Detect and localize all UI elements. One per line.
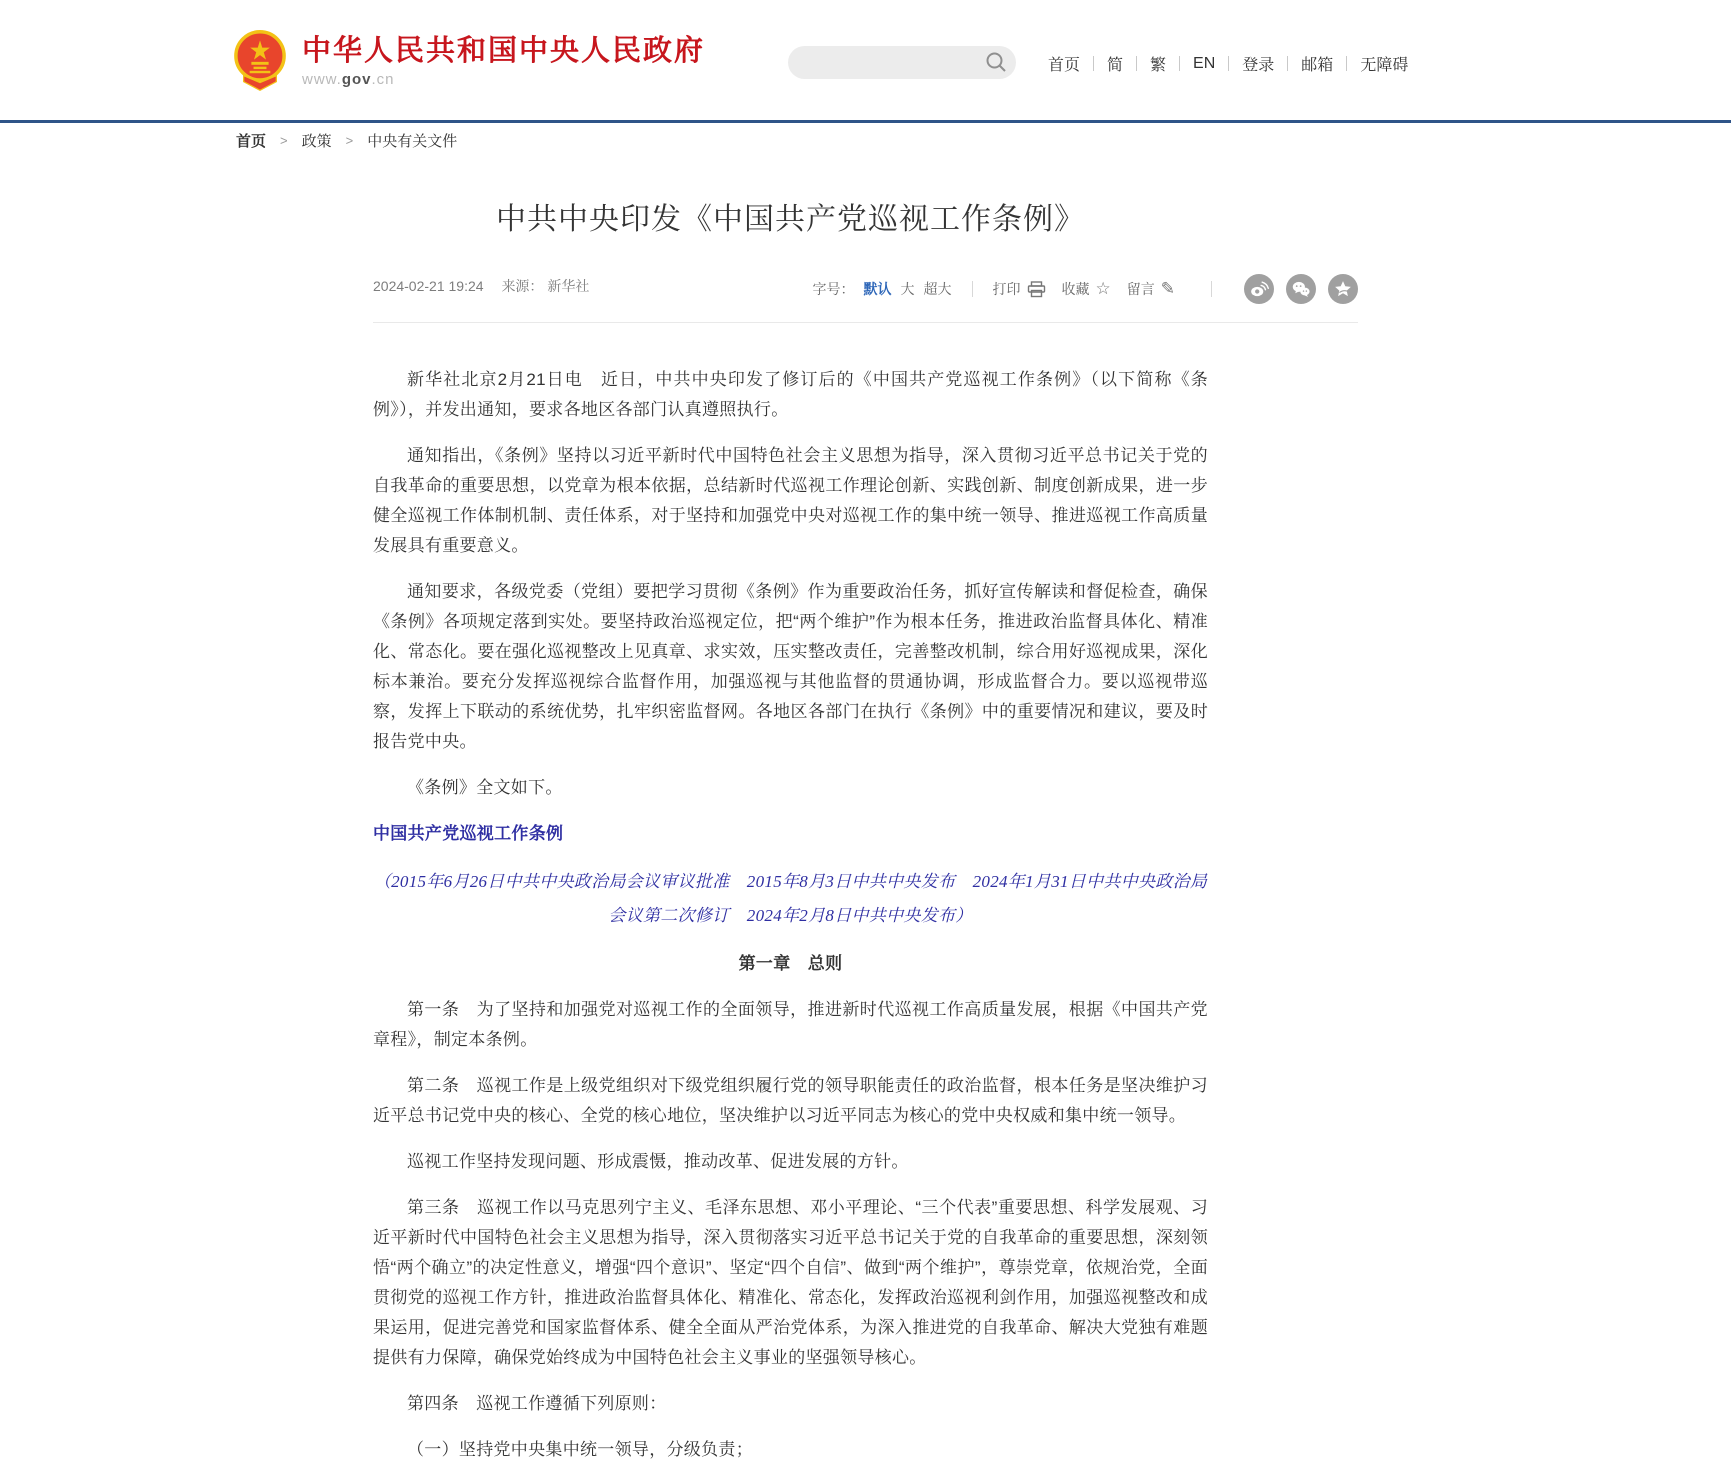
breadcrumb — [236, 130, 457, 151]
breadcrumb-separator: > — [345, 133, 354, 148]
article-meta — [373, 276, 589, 296]
regulation-dateline: （2015年6月26日中共中央政治局会议审议批准 2015年8月3日中共中央发布 2024年1月31日中共中央政治局会议第二次修订 2024年2月8日中共中央发布） — [373, 872, 1208, 925]
regulation-title: 中国共产党巡视工作条例 — [373, 824, 564, 843]
paragraph: 通知指出，《条例》坚持以习近平新时代中国特色社会主义思想为指导，深入贯彻习近平总书记关于党的自我革命的重要思想，以党章为根本依据，总结新时代巡视工作理论创新、实践创新、制度创新成果，进一步健全巡视工作体制机制、责任体系，对于坚持和加强党中央对巡视工作的集中统一领导、推进巡视工作高质量发展具有重要意义。 — [373, 446, 1208, 555]
favorite-button[interactable]: 收藏 ☆ — [1061, 279, 1111, 298]
toolbar-separator — [1211, 281, 1212, 297]
site-header — [0, 0, 1731, 123]
font-size-label: 字号： — [812, 281, 855, 297]
paragraph: 第二条 巡视工作是上级党组织对下级党组织履行党的领导职能责任的政治监督，根本任务是坚决维护习近平总书记党中央的核心、全党的核心地位，坚决维护以习近平同志为核心的党中央权威和集中统一领导。 — [373, 1076, 1208, 1125]
site-url: www.gov.cn — [302, 70, 395, 88]
article-meta-row — [373, 274, 1358, 298]
article — [373, 198, 1358, 1481]
nav-simplified[interactable]: 简 — [1107, 57, 1124, 74]
breadcrumb-policy[interactable]: 政策 — [301, 133, 332, 150]
share-wechat-button[interactable] — [1286, 274, 1316, 304]
pencil-icon: ✎ — [1160, 279, 1175, 298]
source-label: 来源： — [501, 278, 544, 294]
wechat-icon — [1291, 279, 1311, 299]
search-icon — [985, 51, 1007, 73]
share-weibo-button[interactable] — [1244, 274, 1274, 304]
font-size-large-button[interactable]: 大 — [900, 281, 915, 297]
paragraph: 第四条 巡视工作遵循下列原则： — [407, 1394, 667, 1413]
source-value[interactable]: 新华社 — [547, 278, 590, 294]
nav-english[interactable]: EN — [1193, 54, 1216, 72]
nav-home[interactable]: 首页 — [1048, 57, 1081, 74]
font-size-xlarge-button[interactable]: 超大 — [923, 281, 952, 297]
paragraph: 第三条 巡视工作以马克思列宁主义、毛泽东思想、邓小平理论、“三个代表”重要思想、科学发展观、习近平新时代中国特色社会主义思想为指导，深入贯彻落实习近平总书记关于党的自我革命的重要思想，深刻领悟“两个确立”的决定性意义，增强“四个意识”、坚定“四个自信”、做到“两个维护”，尊崇党章，依规治党，全面贯彻党的巡视工作方针，推进政治监督具体化、精准化、常态化，发挥政治巡视利剑作用，加强巡视整改和成果运用，促进完善党和国家监督体系、健全全面从严治党体系，为深入推进党的自我革命、解决大党独有难题提供有力保障，确保党始终成为中国特色社会主义事业的坚强领导核心。 — [373, 1198, 1208, 1367]
article-body — [373, 323, 1208, 1465]
search-button[interactable] — [984, 51, 1008, 75]
search-input[interactable] — [802, 46, 977, 79]
paragraph: 巡视工作坚持发现问题、形成震慑，推动改革、促进发展的方针。 — [407, 1152, 909, 1171]
weibo-icon — [1249, 279, 1269, 299]
star-outline-icon: ☆ — [1095, 279, 1111, 298]
breadcrumb-current: 中央有关文件 — [367, 133, 458, 150]
breadcrumb-separator: > — [280, 133, 288, 148]
print-button[interactable]: 打印 — [993, 279, 1046, 299]
comment-button[interactable]: 留言 ✎ — [1126, 279, 1175, 298]
printer-icon — [1027, 281, 1046, 298]
paragraph: 通知要求，各级党委（党组）要把学习贯彻《条例》作为重要政治任务，抓好宣传解读和督促检查，确保《条例》各项规定落到实处。要坚持政治巡视定位，把“两个维护”作为根本任务，推进政治监督具体化、精准化、常态化。要在强化巡视整改上见真章、求实效，压实整改责任，完善整改机制，综合用好巡视成果，深化标本兼治。要充分发挥巡视综合监督作用，加强巡视与其他监督的贯通协调，形成监督合力。要以巡视带巡察，发挥上下联动的系统优势，扎牢织密监督网。各地区各部门在执行《条例》中的重要情况和建议，要及时报告党中央。 — [373, 582, 1208, 751]
paragraph: 新华社北京2月21日电 近日，中共中央印发了修订后的《中国共产党巡视工作条例》（以下简称《条例》），并发出通知，要求各地区各部门认真遵照执行。 — [373, 370, 1208, 419]
regulation-chapter-heading: 第一章 总则 — [738, 954, 843, 973]
paragraph: 第一条 为了坚持和加强党对巡视工作的全面领导，推进新时代巡视工作高质量发展，根据《中国共产党章程》，制定本条例。 — [373, 1000, 1208, 1049]
nav-traditional[interactable]: 繁 — [1150, 57, 1167, 74]
breadcrumb-home[interactable]: 首页 — [236, 133, 267, 150]
paragraph: （一）坚持党中央集中统一领导，分级负责； — [407, 1440, 753, 1459]
search-box — [788, 46, 1016, 79]
site-title: 中华人民共和国中央人民政府 — [302, 34, 706, 67]
article-toolbar — [813, 274, 1359, 304]
paragraph: 《条例》全文如下。 — [407, 778, 563, 797]
toolbar-separator — [972, 281, 973, 297]
share-star-icon — [1333, 279, 1353, 299]
national-emblem-icon — [232, 30, 288, 92]
top-nav — [1035, 52, 1421, 75]
publish-datetime: 2024-02-21 19:24 — [373, 278, 484, 294]
nav-accessibility[interactable]: 无障碍 — [1360, 57, 1409, 74]
nav-login[interactable]: 登录 — [1242, 57, 1275, 74]
share-more-button[interactable] — [1328, 274, 1358, 304]
font-size-default-button[interactable]: 默认 — [863, 281, 892, 297]
site-logo[interactable] — [232, 30, 705, 92]
nav-mail[interactable]: 邮箱 — [1301, 57, 1334, 74]
article-title: 中共中央印发《中国共产党巡视工作条例》 — [496, 203, 1085, 236]
